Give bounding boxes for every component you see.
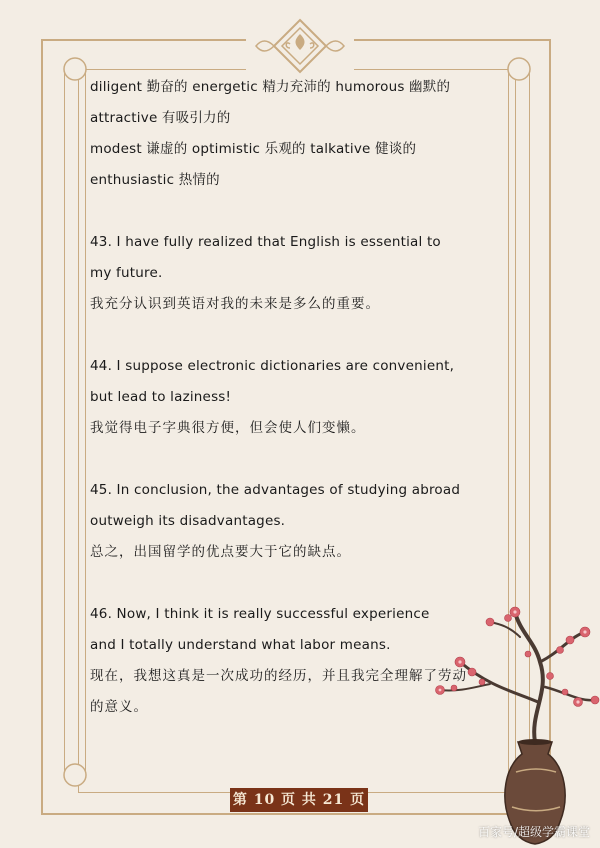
- chinese-line: 现在，我想这真是一次成功的经历，并且我完全理解了劳动: [90, 668, 467, 684]
- chinese-line: 总之，出国留学的优点要大于它的缺点。: [90, 544, 351, 560]
- english-line: and I totally understand what labor means.: [90, 637, 391, 653]
- text-line: modest 谦虚的 optimistic 乐观的 talkative 健谈的: [90, 141, 417, 157]
- sentence-44: [90, 351, 520, 444]
- chinese-line: 我充分认识到英语对我的未来是多么的重要。: [90, 296, 380, 312]
- text-line: attractive 有吸引力的: [90, 110, 231, 126]
- english-line: 46. Now, I think it is really successful experience: [90, 606, 430, 622]
- ornament-top-icon: [246, 14, 354, 76]
- chinese-line: 的意义。: [90, 699, 148, 715]
- left-rail: [64, 72, 86, 778]
- english-line: 43. I have fully realized that English is essential to: [90, 234, 441, 250]
- english-line: 44. I suppose electronic dictionaries are convenient,: [90, 358, 455, 374]
- left-top-ring-icon: [60, 54, 90, 84]
- page-number-badge: 第 10 页 共 21 页: [230, 788, 368, 812]
- watermark: 百家号/超级学霸课堂: [477, 825, 590, 839]
- chinese-line: 我觉得电子字典很方便，但会使人们变懒。: [90, 420, 366, 436]
- text-line: diligent 勤奋的 energetic 精力充沛的 humorous 幽默的: [90, 79, 451, 95]
- text-line: enthusiastic 热情的: [90, 172, 220, 188]
- plum-blossom-vase-icon: [420, 592, 600, 848]
- english-line: outweigh its disadvantages.: [90, 513, 286, 529]
- english-line: my future.: [90, 265, 163, 281]
- sentence-43: [90, 227, 520, 320]
- sentence-45: [90, 475, 520, 568]
- english-line: 45. In conclusion, the advantages of studying abroad: [90, 482, 461, 498]
- vocabulary-block: [90, 72, 520, 196]
- left-bottom-ring-icon: [60, 760, 90, 790]
- english-line: but lead to laziness!: [90, 389, 232, 405]
